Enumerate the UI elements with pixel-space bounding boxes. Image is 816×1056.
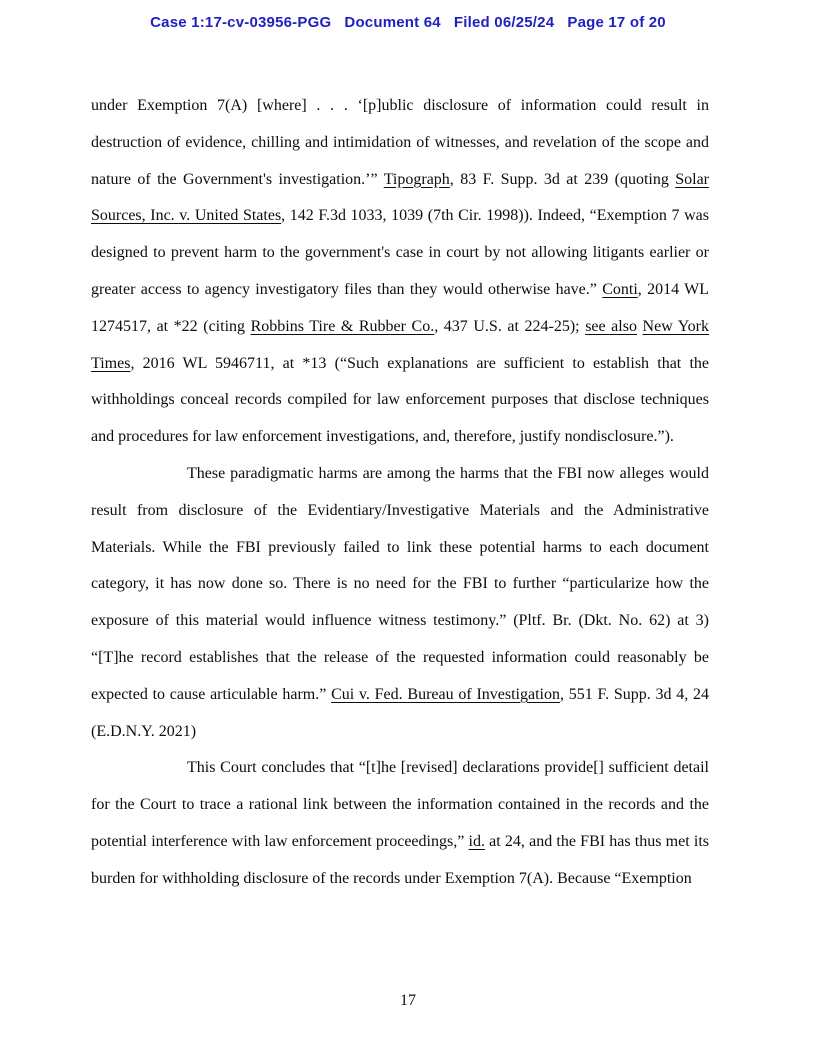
text-segment: , 551 F. Supp. 3d 4, 24 (E.D.N.Y. 2021)	[91, 685, 709, 740]
citation-underlined: Tipograph	[383, 170, 450, 188]
citation-underlined: New York Times	[91, 317, 710, 372]
text-segment: at 24, and the FBI has thus met its burden for withholding disclosure of the records under Exemption 7(A). Because “Exemption	[91, 832, 709, 887]
citation-underlined: Solar Sources, Inc. v. United States	[91, 170, 710, 225]
text-segment: , 437 U.S. at 224-25);	[434, 317, 586, 335]
paragraph	[91, 88, 709, 456]
text-segment: This Court concludes that “[t]he [revised] declarations provide[] sufficient detail for the Court to trace a rational link between the information contained in the records and the potential interference with law enforcement proceedings,”	[91, 759, 709, 850]
citation-underlined: id.	[468, 832, 485, 850]
page-number: 17	[400, 992, 416, 1009]
paragraph	[91, 456, 709, 750]
citation-underlined: Conti	[602, 280, 638, 298]
citation-underlined: Robbins Tire & Rubber Co.	[250, 317, 435, 335]
citation-underlined: see also	[585, 317, 637, 335]
text-segment: These paradigmatic harms are among the harms that the FBI now alleges would result from disclosure of the Evidentiary/Investigative Materials and the Administrative Materials. While the FBI previously failed to link these potential harms to each document category, it has now done so. There is no need for the FBI to further “particularize how the exposure of this material would influence witness testimony.” (Pltf. Br. (Dkt. No. 62) at 3) “[T]he record establishes that the release of the requested information could reasonably be expected to cause articulable harm.”	[91, 464, 709, 703]
text-segment: under Exemption 7(A) [where] . . . ‘[p]ublic disclosure of information could result in destruction of evidence, chilling and intimidation of witnesses, and revelation of the scope and nature of the Government's investigation.’”	[91, 97, 709, 188]
citation-underlined: Cui v. Fed. Bureau of Investigation	[331, 685, 560, 703]
text-segment: , 83 F. Supp. 3d at 239 (quoting	[449, 170, 676, 188]
document-body	[91, 88, 709, 898]
text-segment: , 142 F.3d 1033, 1039 (7th Cir. 1998)). Indeed, “Exemption 7 was designed to prevent harm to the government's case in court by not allowing litigants earlier or greater access to agency investigatory files than they would otherwise have.”	[91, 207, 709, 298]
paragraph	[91, 750, 709, 897]
ecf-stamp: Case 1:17-cv-03956-PGG Document 64 Filed 06/25/24 Page 17 of 20	[150, 14, 666, 31]
text-segment: , 2016 WL 5946711, at *13 (“Such explanations are sufficient to establish that the withholdings conceal records compiled for law enforcement purposes that disclose techniques and procedures for law enforcement investigations, and, therefore, justify nondisclosure.”).	[91, 354, 709, 446]
text-segment: , 2014 WL 1274517, at *22 (citing	[91, 280, 710, 335]
